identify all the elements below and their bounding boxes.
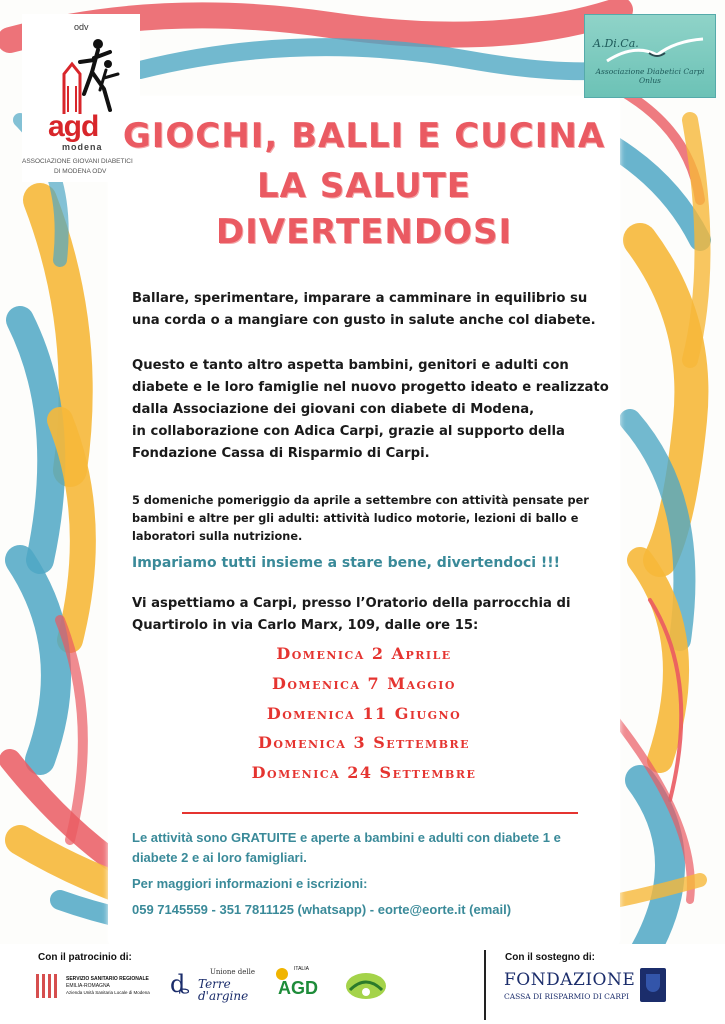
unione-emblem-icon: ȡ	[170, 970, 190, 998]
unione-main-text: Terre d'argine	[198, 977, 249, 1003]
slogan: Impariamo tutti insieme a stare bene, divertendoci !!!	[132, 555, 561, 571]
project-line: in collaborazione con Adica Carpi, grazie al supporto della	[132, 424, 565, 439]
date-item: Domenica 24 Settembre	[251, 763, 477, 782]
fondazione-logo	[500, 968, 700, 1012]
agd-italia-text: AGD	[278, 978, 318, 998]
unione-terre-logo	[170, 964, 260, 1008]
agd-italia-logo	[272, 966, 324, 1006]
project-line: Fondazione Cassa di Risparmio di Carpi.	[132, 446, 430, 461]
info-label: Per maggiori informazioni e iscrizioni:	[132, 876, 368, 891]
agd-logo-text: agd	[48, 110, 99, 143]
dancers-logo-icon	[44, 34, 124, 119]
project-line: Questo e tanto altro aspetta bambini, genitori e adulti con	[132, 358, 569, 373]
free-line-2: diabete 2 e ai loro famigliari.	[132, 850, 307, 865]
project-line: diabete e le loro famiglie nel nuovo progetto ideato e realizzato	[132, 380, 609, 395]
free-note	[132, 828, 622, 868]
agd-logo-caption-2: DI MODENA ODV	[54, 168, 107, 175]
agd-logo-modena: modena	[62, 142, 103, 152]
project-line: dalla Associazione dei giovani con diabete di Modena,	[132, 402, 535, 417]
support-label: Con il sostegno di:	[505, 952, 595, 963]
venue-paragraph	[132, 593, 622, 637]
fondazione-crest-icon	[640, 968, 666, 1002]
title-line-3: DIVERTENDOSI	[215, 212, 513, 252]
schedule-paragraph	[132, 492, 622, 546]
free-line-1: Le attività sono GRATUITE e aperte a bambini e adulti con diabete 1 e	[132, 830, 561, 845]
patronage-label: Con il patrocinio di:	[38, 952, 132, 963]
agd-italia-top: ITALIA	[294, 966, 309, 972]
title-line-1: GIOCHI, BALLI E CUCINA	[122, 116, 606, 156]
green-leaf-icon	[344, 970, 388, 1002]
schedule-line: bambini e altre per gli adulti: attività ludico motorie, lezioni di ballo e	[132, 512, 579, 525]
ssr-line-3: Azienda Unità Sanitaria Locale di Modena	[66, 990, 150, 995]
dates-list	[108, 644, 620, 793]
agd-logo	[22, 14, 140, 182]
venue-line-2: Quartirolo in via Carlo Marx, 109, dalle ore 15:	[132, 618, 479, 633]
fondazione-main: FONDAZIONE	[504, 970, 636, 990]
sponsor-divider	[484, 950, 486, 1020]
project-paragraph	[132, 355, 622, 465]
date-item: Domenica 2 Aprile	[276, 644, 452, 663]
date-item: Domenica 11 Giugno	[266, 704, 462, 723]
intro-line-2: una corda o a mangiare con gusto in salute anche col diabete.	[132, 313, 596, 328]
adica-logo-text: A.Di.Ca.	[593, 37, 639, 50]
agd-logo-odv: odv	[74, 22, 89, 32]
schedule-line: 5 domeniche pomeriggio da aprile a settembre con attività pensate per	[132, 494, 589, 507]
date-item: Domenica 3 Settembre	[257, 733, 471, 752]
title-line-2: LA SALUTE	[256, 166, 472, 206]
venue-line-1: Vi aspettiamo a Carpi, presso l’Oratorio della parrocchia di	[132, 596, 571, 611]
agd-logo-caption-1: ASSOCIAZIONE GIOVANI DIABETICI	[22, 158, 133, 165]
schedule-line: laboratori sulla nutrizione.	[132, 530, 303, 543]
fondazione-sub: CASSA DI RISPARMIO DI CARPI	[504, 992, 629, 1001]
divider	[182, 812, 578, 814]
adica-logo	[584, 14, 716, 98]
adica-logo-caption: Associazione Diabetici Carpi Onlus	[595, 67, 705, 85]
contacts-line: 059 7145559 - 351 7811125 (whatsapp) - eorte@eorte.it (email)	[132, 902, 512, 917]
intro-line-1: Ballare, sperimentare, imparare a camminare in equilibrio su	[132, 291, 588, 306]
sponsor-strip	[0, 944, 725, 1024]
ssr-line-2: EMILIA-ROMAGNA	[66, 983, 110, 989]
intro-paragraph	[132, 288, 612, 332]
ssr-logo	[36, 968, 154, 1004]
date-item: Domenica 7 Maggio	[271, 674, 457, 693]
unione-small-text: Unione delle	[210, 968, 255, 976]
ssr-line-1: SERVIZIO SANITARIO REGIONALE	[66, 976, 149, 982]
ssr-grid-icon	[36, 974, 60, 998]
green-association-logo	[344, 970, 388, 1002]
